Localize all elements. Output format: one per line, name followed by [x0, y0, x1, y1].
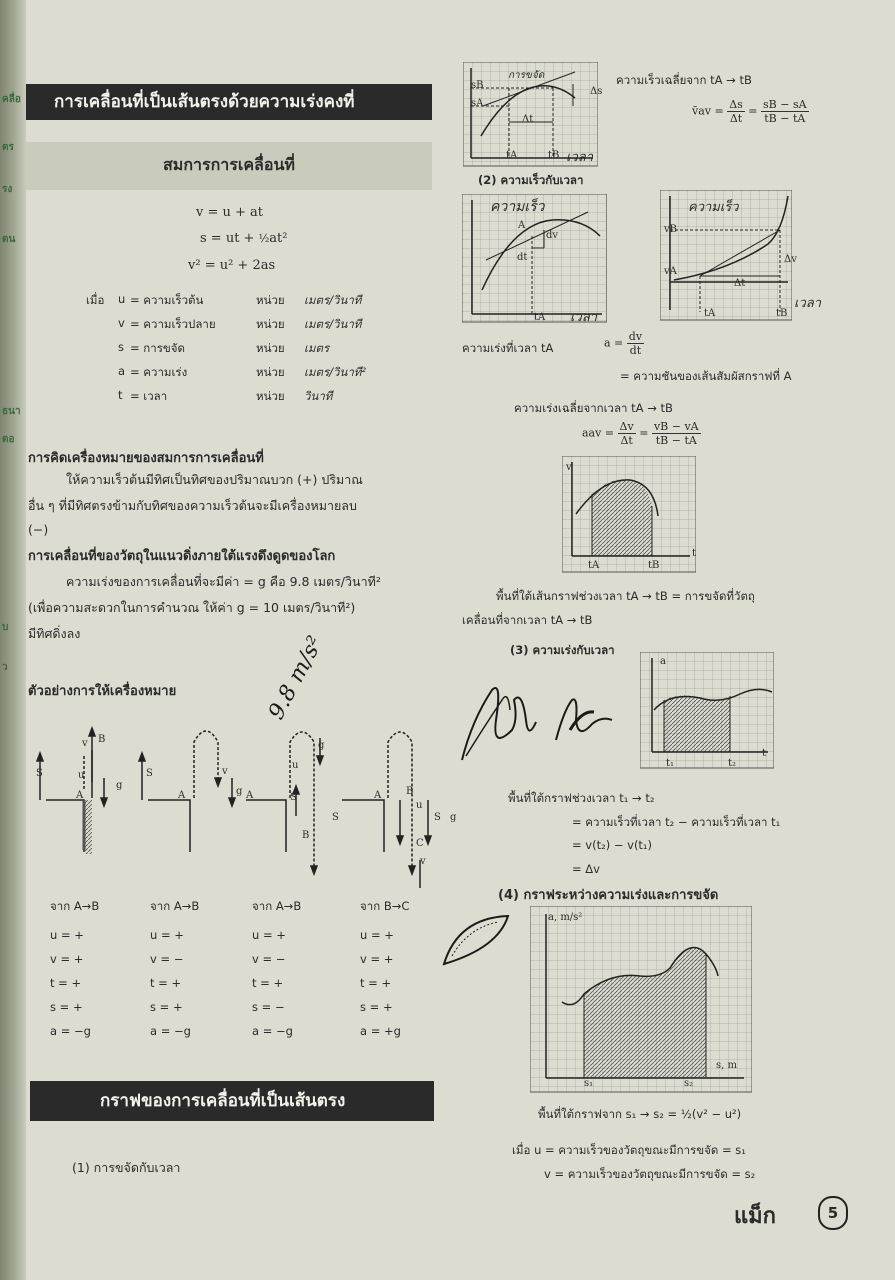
- graphs-section-bar: กราฟของการเคลื่อนที่เป็นเส้นตรง: [30, 1081, 434, 1121]
- def-symbol: s: [118, 340, 124, 354]
- gravity-heading: การเคลื่อนที่ของวัตถุในแนวดิ่งภายใต้แรงดึงดูดของโลก: [28, 549, 336, 564]
- equation-velocity: v = u + at: [196, 205, 264, 220]
- accel-slope-line: = ความชันของเส้นสัมผัสกราฟที่ A: [620, 369, 792, 383]
- def-meaning: = ความเร็วต้น: [130, 293, 204, 307]
- label-s: S: [146, 768, 153, 779]
- avg-accel-label: ความเร่งเฉลี่ยจากเวลา tA → tB: [514, 401, 673, 415]
- def-unit-label: หน่วย: [256, 389, 285, 403]
- sign-table-row: a = −g: [252, 1024, 293, 1038]
- label-u: u: [78, 770, 85, 781]
- g2-dv: dv: [546, 230, 559, 241]
- section-title-bar: การเคลื่อนที่เป็นเส้นตรงด้วยความเร่งคงที่: [26, 84, 432, 120]
- label-s: S: [290, 792, 297, 803]
- half-fraction: [259, 232, 270, 245]
- vertical-motion-diagrams: [28, 720, 438, 900]
- binding-tab: ตอ: [2, 434, 15, 445]
- g3-vb: vB: [664, 224, 677, 235]
- sign-table-row: s = −: [252, 1000, 285, 1014]
- def-unit-label: หน่วย: [256, 293, 285, 307]
- label-s: S: [434, 812, 441, 823]
- brand-logo: แม็ก: [734, 1203, 777, 1228]
- frac-num: vB − vA: [653, 420, 699, 433]
- label-b: B: [98, 734, 106, 745]
- label-v: v: [222, 766, 228, 777]
- g3-axis: เวลา: [794, 296, 822, 311]
- avg-accel-frac1: [618, 420, 636, 447]
- accel-frac: [627, 330, 644, 357]
- label-b: B: [302, 830, 310, 841]
- area2-line: = Δv: [572, 862, 600, 876]
- scribble-signatures: [452, 660, 622, 780]
- label-u: u: [416, 800, 423, 811]
- area3-line: [538, 1106, 741, 1124]
- accel-formula: [604, 330, 644, 357]
- def-meaning: = การขจัด: [130, 341, 185, 355]
- sign-table-row: v = −: [150, 952, 184, 966]
- g5-t1: t₁: [666, 758, 675, 769]
- sign-table-row: s = +: [150, 1000, 183, 1014]
- g2-dt: dt: [517, 252, 528, 263]
- avg-velocity-label: ความเร็วเฉลี่ยจาก tA → tB: [616, 73, 752, 87]
- area2-line: พื้นที่ใต้กราฟช่วงเวลา t₁ → t₂: [508, 791, 655, 805]
- sign-convention-line: ให้ความเร็วต้นมีทิศเป็นทิศของปริมาณบวก (+) ปริมาณ: [66, 472, 363, 487]
- label-s: S: [36, 768, 43, 779]
- area2-line: = ความเร็วที่เวลา t₂ − ความเร็วที่เวลา t₁: [572, 815, 781, 829]
- def-unit: เมตร: [304, 341, 330, 355]
- label-c: C: [416, 838, 424, 849]
- equation-displacement: [200, 231, 287, 246]
- sign-convention-heading: การคิดเครื่องหมายของสมการการเคลื่อนที่: [28, 451, 264, 466]
- def-unit: เมตร/วินาที: [304, 317, 362, 331]
- gravity-line: มีทิศดิ่งลง: [28, 626, 81, 641]
- def-unit: เมตร/วินาที: [304, 293, 362, 307]
- graph3-caption: (3) ความเร่งกับเวลา: [510, 643, 615, 657]
- g1-axis: เวลา: [566, 150, 594, 165]
- g3-va: vA: [664, 266, 677, 277]
- sign-table-row: u = +: [150, 928, 184, 942]
- g4-ta: tA: [588, 560, 600, 571]
- sign-table-row: t = +: [252, 976, 284, 990]
- g1-tb: tB: [548, 150, 560, 161]
- label-u: u: [292, 760, 299, 771]
- avg-velocity-lhs: v̄av =: [692, 104, 724, 118]
- gravity-line: ความเร่งของการเคลื่อนที่จะมีค่า = g คือ 9.8 เมตร/วินาที²: [66, 574, 381, 589]
- graph4-caption: (4) กราฟระหว่างความเร่งและการขจัด: [498, 888, 719, 903]
- frac-den: tB − tA: [655, 434, 697, 447]
- accel-lhs: a =: [604, 336, 624, 350]
- sign-table-row: u = +: [360, 928, 394, 942]
- sign-table-row: u = +: [252, 928, 286, 942]
- final-def-u: เมื่อ u = ความเร็วของวัตถุขณะมีการขจัด = s₁: [512, 1143, 746, 1157]
- g6-s1: s₁: [584, 1078, 594, 1089]
- label-v: v: [82, 738, 88, 749]
- g4-tb: tB: [648, 560, 660, 571]
- frac-num: Δs: [729, 98, 743, 111]
- g3-ylabel: ความเร็ว: [688, 200, 739, 215]
- final-def-v: v = ความเร็วของวัตถุขณะมีการขจัด = s₂: [544, 1167, 756, 1181]
- sign-table-row: u = +: [50, 928, 84, 942]
- g5-t: t: [762, 748, 767, 759]
- sign-table-head: จาก A→B: [50, 899, 100, 913]
- g1-ds: Δs: [590, 86, 603, 97]
- def-symbol: u: [118, 292, 126, 306]
- avg-velocity-frac2: [761, 98, 809, 125]
- frac-num: dv: [628, 330, 643, 343]
- def-prefix: เมื่อ: [86, 293, 105, 307]
- label-a: A: [76, 790, 84, 801]
- handwritten-note: 9.8 m/s²: [264, 632, 329, 724]
- graph2-caption: (2) ความเร็วกับเวลา: [478, 173, 584, 187]
- frac-den: Δt: [620, 434, 633, 447]
- sign-table-head: จาก B→C: [360, 899, 410, 913]
- g3-dv: Δv: [784, 254, 797, 265]
- area1-line: พื้นที่ใต้เส้นกราฟช่วงเวลา tA → tB = การขจัดที่วัตถุ: [496, 589, 755, 603]
- g3-ta: tA: [704, 308, 716, 319]
- velocity-area-graph: [562, 456, 696, 576]
- sign-convention-line: อื่น ๆ ที่มีทิศตรงข้ามกับทิศของความเร็วต้นจะมีเครื่องหมายลบ: [28, 498, 357, 513]
- equation-displacement-text: s = ut +: [200, 231, 259, 246]
- equation-displacement-tail: at²: [269, 231, 288, 246]
- sign-convention-line: (−): [28, 522, 49, 537]
- g1-sb: sB: [471, 80, 484, 91]
- g5-t2: t₂: [728, 758, 737, 769]
- g6-x: s, m: [716, 1060, 737, 1071]
- sign-table-row: t = +: [50, 976, 82, 990]
- frac-den: tB − tA: [764, 112, 806, 125]
- label-b: B: [406, 786, 414, 797]
- sign-table-row: v = +: [50, 952, 84, 966]
- area3-half: ½: [680, 1107, 692, 1121]
- sign-table-row: v = +: [360, 952, 394, 966]
- label-a: A: [178, 790, 186, 801]
- def-unit-label: หน่วย: [256, 341, 285, 355]
- area3-lhs: พื้นที่ใต้กราฟจาก s₁ → s₂ =: [538, 1107, 678, 1121]
- page-number: 5: [818, 1196, 848, 1230]
- area1-line: เคลื่อนที่จากเวลา tA → tB: [462, 613, 593, 627]
- frac-den: Δt: [729, 112, 743, 125]
- g3-dt: Δt: [734, 278, 746, 289]
- g6-y: a, m/s²: [548, 912, 583, 923]
- sign-table-row: a = +g: [360, 1024, 401, 1038]
- def-symbol: v: [118, 316, 125, 330]
- avg-velocity-formula: v̄av = $\frac{\Delta s}{\Delta t}$ = $\frac{sB - sA}{tB - tA}$: [692, 98, 807, 125]
- sign-table-row: t = +: [360, 976, 392, 990]
- label-v: v: [420, 856, 426, 867]
- def-unit: วินาที: [304, 389, 333, 403]
- accel-label: ความเร่งที่เวลา tA: [462, 341, 554, 355]
- def-unit-label: หน่วย: [256, 365, 285, 379]
- def-meaning: = เวลา: [130, 389, 168, 403]
- gravity-line: (เพื่อความสะดวกในการคำนวณ ให้ค่า g = 10 เมตร/วินาที²): [28, 600, 356, 615]
- g6-s2: s₂: [684, 1078, 694, 1089]
- g2-ta: tA: [534, 312, 546, 323]
- def-unit-label: หน่วย: [256, 317, 285, 331]
- sign-table-head: จาก A→B: [150, 899, 200, 913]
- equation-velocity-squared: v² = u² + 2as: [188, 258, 276, 273]
- label-g: g: [318, 740, 325, 751]
- example-heading: ตัวอย่างการให้เครื่องหมาย: [28, 684, 177, 699]
- sign-table-row: t = +: [150, 976, 182, 990]
- binding-tab: ตร: [2, 142, 14, 153]
- area3-rhs: (v² − u²): [691, 1107, 742, 1121]
- g2-a: A: [518, 220, 526, 231]
- def-symbol: t: [118, 388, 123, 402]
- label-g: g: [450, 812, 457, 823]
- label-a: A: [246, 790, 254, 801]
- sign-table-row: v = −: [252, 952, 286, 966]
- sign-table-head: จาก A→B: [252, 899, 302, 913]
- doodle-sketch: [438, 908, 520, 976]
- acceleration-time-graph: [640, 652, 774, 772]
- avg-accel-lhs: aav =: [582, 426, 615, 440]
- g1-dt: Δt: [522, 114, 534, 125]
- equations-subtitle: สมการการเคลื่อนที่: [26, 142, 432, 190]
- g2-axis: เวลา: [570, 310, 598, 325]
- g4-t: t: [692, 548, 697, 559]
- binding-tab: คลื่อ: [2, 94, 21, 105]
- label-g: g: [236, 786, 243, 797]
- def-meaning: = ความเร็วปลาย: [130, 317, 216, 331]
- sign-table-row: s = +: [50, 1000, 83, 1014]
- def-unit: เมตร/วินาที²: [304, 365, 366, 379]
- g3-tb: tB: [776, 308, 788, 319]
- avg-velocity-frac1: [727, 98, 745, 125]
- label-a: A: [374, 790, 382, 801]
- avg-accel-formula: aav = $\frac{\Delta v}{\Delta t}$ = $\frac{vB - vA}{tB - tA}$: [582, 420, 699, 447]
- g1-curve-label: การขจัด: [508, 70, 545, 81]
- binding-tab: ธนา: [2, 406, 21, 417]
- g2-ylabel: ความเร็ว: [490, 199, 545, 215]
- g5-y: a: [660, 656, 666, 667]
- def-symbol: a: [118, 364, 126, 378]
- sign-table-row: s = +: [360, 1000, 393, 1014]
- g4-y: v: [566, 462, 572, 473]
- binding-tab: รง: [2, 184, 13, 195]
- graph1-caption: (1) การขจัดกับเวลา: [72, 1160, 181, 1175]
- g1-ta: tA: [506, 150, 518, 161]
- frac-den: dt: [629, 344, 642, 357]
- binding-tab: บ: [2, 622, 9, 633]
- def-meaning: = ความเร่ง: [130, 365, 188, 379]
- g1-sa: sA: [471, 98, 484, 109]
- label-g: g: [116, 780, 123, 791]
- area2-line: = v(t₂) − v(t₁): [572, 838, 653, 852]
- frac-num: sB − sA: [763, 98, 807, 111]
- binding-tab: ตน: [2, 234, 16, 245]
- sign-table-row: a = −g: [150, 1024, 191, 1038]
- sign-table-row: a = −g: [50, 1024, 91, 1038]
- half-value: ½: [258, 232, 270, 245]
- avg-accel-frac2: [652, 420, 701, 447]
- frac-num: Δv: [619, 420, 634, 433]
- binding-tab: ว: [2, 662, 8, 673]
- label-s: S: [332, 812, 339, 823]
